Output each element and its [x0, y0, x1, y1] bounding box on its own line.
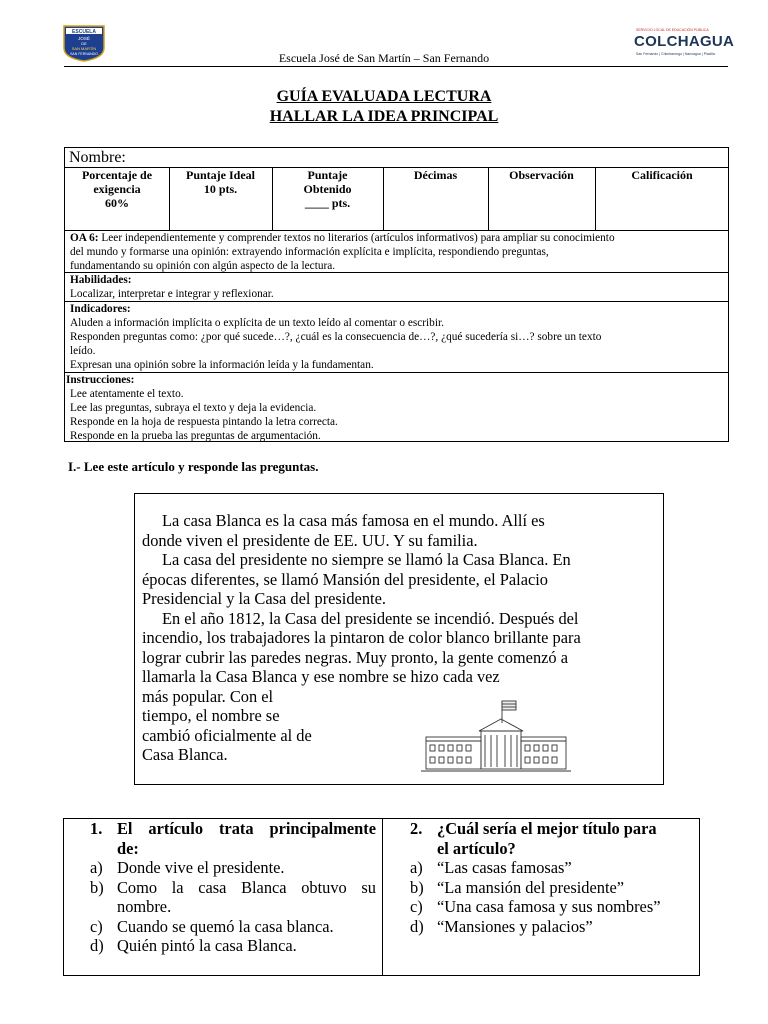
reading-line: llamarla la Casa Blanca y ese nombre se hizo cada vez [142, 667, 500, 686]
reading-line: donde viven el presidente de EE. UU. Y su familia. [142, 530, 478, 550]
col-puntaje-obtenido [272, 168, 383, 210]
col-calificacion-line1: Calificación [631, 168, 693, 182]
question-text-line1: ¿Cuál sería el mejor título para [437, 819, 657, 838]
reading-line: La casa Blanca es la casa más famosa en el mundo. Allí es [162, 511, 545, 530]
col-puntaje-ideal-line2: 10 pts. [203, 182, 238, 196]
option-2b[interactable] [410, 878, 690, 898]
oa-line-2: del mundo y formarse una opinión: extrayendo información explícita e implícita, respondiendo preguntas, [70, 246, 549, 258]
option-label: d) [410, 916, 424, 936]
reading-paragraph-1 [142, 511, 655, 765]
school-logo-word-5: SAN FERNANDO [70, 52, 98, 56]
school-logo-word-3: DE [81, 41, 87, 46]
habilidades-section [70, 273, 722, 301]
option-text: Quién pintó la casa Blanca. [117, 936, 297, 955]
option-label: d) [90, 936, 104, 955]
reading-line: Casa Blanca. [142, 745, 228, 764]
option-label: b) [410, 877, 424, 897]
option-text-cont: nombre. [117, 897, 172, 916]
section-title: I.- Lee este artículo y responde las preguntas. [68, 459, 319, 474]
instruccion-line: Responde en la hoja de respuesta pintando la letra correcta. [70, 416, 338, 428]
instrucciones-section [66, 373, 722, 443]
oa-line-3: fundamentando su opinión con algún aspecto de la lectura. [70, 260, 336, 272]
col-porcentaje-line2: exigencia [93, 182, 141, 196]
reading-line: La casa del presidente no siempre se llamó la Casa Blanca. En [162, 550, 571, 569]
col-porcentaje-line3: 60% [105, 196, 129, 210]
option-1c[interactable] [90, 917, 376, 937]
question-number: 1. [90, 819, 103, 838]
header-divider [64, 66, 728, 67]
col-calificacion [595, 168, 729, 182]
school-logo-word-1: ESCUELA [72, 29, 96, 35]
question-text-line2: de: [117, 838, 139, 858]
option-text: Cuando se quemó la casa blanca. [117, 916, 334, 936]
colchagua-logo-top: SERVICIO LOCAL DE EDUCACIÓN PÚBLICA [636, 28, 709, 32]
nombre-label: Nombre: [69, 149, 126, 166]
school-logo-word-4: SAN MARTÍN [71, 46, 97, 51]
question-number: 2. [410, 819, 423, 838]
colchagua-logo-sub: San Fernando | Chimbarongo | Nancagua | Placilla [636, 52, 715, 56]
info-table [64, 147, 729, 442]
reading-line: épocas diferentes, se llamó Mansión del presidente, el Palacio [142, 569, 548, 589]
oa-section [70, 231, 722, 273]
option-text: “La mansión del presidente” [437, 877, 625, 897]
page-title: GUÍA EVALUADA LECTURA [276, 88, 492, 105]
col-decimas [383, 168, 488, 182]
col-decimas-line1: Décimas [413, 168, 458, 182]
col-puntaje-obtenido-line1: Puntaje [307, 168, 348, 182]
reading-box [134, 493, 664, 785]
indicador-line: Expresan una opinión sobre la información leída y la fundamentan. [70, 359, 374, 371]
option-label: c) [410, 897, 423, 916]
questions-box [63, 818, 700, 976]
option-1a[interactable] [90, 858, 376, 878]
option-text: “Las casas famosas” [437, 858, 572, 877]
col-porcentaje [65, 168, 169, 210]
indicador-line: Responden preguntas como: ¿por qué sucede…?, ¿cuál es la consecuencia de…?, ¿qué sucedería si…? sobre un texto [70, 331, 602, 343]
oa-label: OA 6: [70, 232, 99, 244]
reading-line: tiempo, el nombre se [142, 706, 280, 725]
col-observacion [488, 168, 595, 182]
habilidades-text: Localizar, interpretar e integrar y reflexionar. [70, 288, 274, 300]
option-1b[interactable] [90, 878, 376, 917]
indicadores-section [70, 302, 722, 372]
option-text: Como la casa Blanca obtuvo su [117, 877, 376, 897]
option-label: a) [90, 858, 103, 877]
reading-line: Presidencial y la Casa del presidente. [142, 589, 386, 608]
col-porcentaje-line1: Porcentaje de [81, 168, 153, 182]
option-2c[interactable] [410, 897, 690, 917]
option-2d[interactable] [410, 917, 690, 937]
col-puntaje-ideal [169, 168, 272, 196]
reading-line: incendio, los trabajadores la pintaron de color blanco brillante para [142, 628, 581, 647]
indicadores-label: Indicadores: [70, 303, 131, 315]
indicador-line: Aluden a información implícita o explícita de un texto leído al comentar o escribir. [70, 317, 444, 329]
habilidades-label: Habilidades: [70, 274, 132, 286]
school-name: Escuela José de San Martín – San Fernando [278, 51, 490, 65]
question-text-line1: El artículo trata principalmente [117, 819, 376, 838]
reading-line: cambió oficialmente al de [142, 725, 312, 745]
option-2a[interactable] [410, 858, 690, 878]
col-observacion-line1: Observación [509, 168, 574, 182]
page-subtitle: HALLAR LA IDEA PRINCIPAL [269, 108, 499, 125]
question-text-line2: el artículo? [437, 838, 516, 858]
instrucciones-label: Instrucciones: [66, 374, 135, 386]
col-puntaje-ideal-line1: Puntaje Ideal [186, 168, 255, 182]
oa-line-1: Leer independientemente y comprender textos no literarios (artículos informativos) para ampliar su conocimiento [98, 232, 615, 244]
questions-divider [382, 819, 383, 975]
option-label: a) [410, 858, 423, 877]
option-label: b) [90, 877, 104, 897]
reading-line: más popular. Con el [142, 686, 274, 706]
col-puntaje-obtenido-line2: Obtenido [303, 182, 352, 196]
question-1 [90, 819, 376, 956]
option-text: Donde vive el presidente. [117, 858, 285, 877]
colchagua-logo-name: COLCHAGUA [634, 33, 735, 50]
col-puntaje-obtenido-line3: ____ pts. [304, 196, 351, 210]
option-text: “Una casa famosa y sus nombres” [437, 897, 661, 916]
white-house-illustration [421, 697, 571, 777]
question-2 [410, 819, 690, 936]
option-label: c) [90, 916, 103, 936]
school-logo-word-2: JOSÉ [78, 36, 90, 41]
reading-line: En el año 1812, la Casa del presidente se incendió. Después del [162, 608, 579, 628]
instruccion-line: Responde en la prueba las preguntas de argumentación. [70, 430, 321, 442]
option-1d[interactable] [90, 936, 376, 956]
option-text: “Mansiones y palacios” [437, 916, 593, 936]
indicador-line: leído. [70, 345, 96, 357]
instruccion-line: Lee las preguntas, subraya el texto y deja la evidencia. [70, 402, 317, 414]
instruccion-line: Lee atentamente el texto. [70, 388, 184, 400]
reading-line: lograr cubrir las paredes negras. Muy pronto, la gente comenzó a [142, 647, 568, 667]
